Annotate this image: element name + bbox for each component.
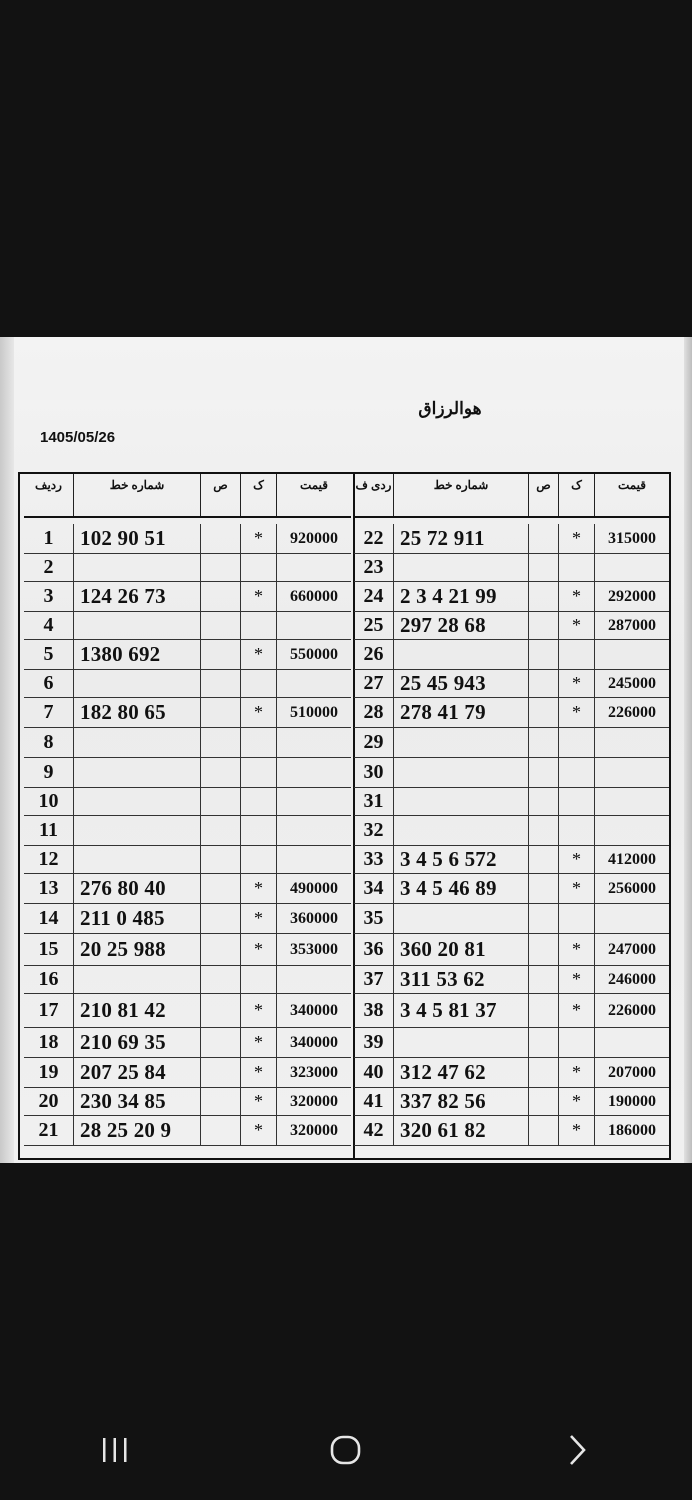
row-index: 39 — [354, 1028, 394, 1057]
table-row — [24, 874, 351, 904]
column-s-value — [529, 758, 559, 787]
column-s-value — [529, 728, 559, 757]
line-number — [74, 612, 201, 639]
line-number: 360 20 81 — [394, 934, 529, 965]
column-k-mark: * — [241, 1088, 277, 1115]
table-row — [24, 582, 351, 612]
price-value: 256000 — [608, 879, 656, 897]
row-index: 1 — [24, 524, 74, 553]
price-value: 186000 — [608, 1121, 656, 1139]
row-index: 35 — [354, 904, 394, 933]
table-row — [354, 1028, 669, 1058]
column-s-value — [201, 524, 241, 553]
price-value: 360000 — [290, 909, 338, 927]
column-s-value — [201, 788, 241, 815]
price-value: 412000 — [608, 850, 656, 868]
row-index: 17 — [24, 994, 74, 1027]
table-row — [354, 816, 669, 846]
system-navigation-bar — [0, 1400, 692, 1500]
row-index: 6 — [24, 670, 74, 697]
line-number: 1380 692 — [74, 640, 201, 669]
column-k-mark: * — [559, 874, 595, 903]
line-number — [394, 728, 529, 757]
line-number — [394, 758, 529, 787]
column-s-value — [529, 1088, 559, 1115]
line-number: 182 80 65 — [74, 698, 201, 727]
document-title: هوالرزاق — [418, 399, 482, 418]
line-number: 207 25 84 — [74, 1058, 201, 1087]
line-number — [74, 788, 201, 815]
table-row — [354, 698, 669, 728]
column-k-mark: * — [559, 670, 595, 697]
row-index: 14 — [24, 904, 74, 933]
header-number: شماره خط — [74, 474, 201, 516]
price-value — [595, 728, 669, 757]
price-value — [277, 816, 351, 845]
column-s-value — [529, 640, 559, 669]
line-number — [394, 788, 529, 815]
row-index: 30 — [354, 758, 394, 787]
column-s-value — [529, 1058, 559, 1087]
line-number: 276 80 40 — [74, 874, 201, 903]
column-s-value — [201, 1058, 241, 1087]
column-k-mark — [241, 846, 277, 873]
price-value — [595, 758, 669, 787]
line-number: 28 25 20 9 — [74, 1116, 201, 1145]
price-value: 226000 — [608, 703, 656, 721]
row-index: 28 — [354, 698, 394, 727]
price-value: 550000 — [290, 645, 338, 663]
column-s-value — [201, 640, 241, 669]
price-value — [277, 846, 351, 873]
table-row — [354, 554, 669, 582]
row-index: 41 — [354, 1088, 394, 1115]
line-number: 102 90 51 — [74, 524, 201, 553]
column-k-mark: * — [559, 966, 595, 993]
row-index: 25 — [354, 612, 394, 639]
line-number: 312 47 62 — [394, 1058, 529, 1087]
line-number: 25 45 943 — [394, 670, 529, 697]
header-k: ک — [241, 474, 277, 516]
row-index: 27 — [354, 670, 394, 697]
column-k-mark — [559, 728, 595, 757]
line-number: 20 25 988 — [74, 934, 201, 965]
column-s-value — [529, 874, 559, 903]
ledger-right-half — [354, 474, 669, 1158]
back-icon — [565, 1433, 589, 1467]
table-row — [24, 846, 351, 874]
table-row — [24, 728, 351, 758]
column-k-mark: * — [559, 994, 595, 1027]
document-date: 1405/05/26 — [40, 429, 116, 446]
line-number — [74, 846, 201, 873]
column-k-mark: * — [559, 1088, 595, 1115]
line-number: 3 4 5 6 572 — [394, 846, 529, 873]
table-row — [354, 758, 669, 788]
price-value: 207000 — [608, 1063, 656, 1081]
table-row — [24, 788, 351, 816]
column-s-value — [201, 994, 241, 1027]
header-number: شماره خط — [394, 474, 529, 516]
column-s-value — [529, 582, 559, 611]
line-number — [394, 640, 529, 669]
table-row — [24, 1028, 351, 1058]
column-s-value — [529, 524, 559, 553]
column-k-mark — [559, 554, 595, 581]
row-index: 7 — [24, 698, 74, 727]
row-index: 38 — [354, 994, 394, 1027]
row-index: 34 — [354, 874, 394, 903]
column-s-value — [529, 670, 559, 697]
column-k-mark: * — [241, 874, 277, 903]
column-s-value — [529, 904, 559, 933]
column-s-value — [201, 846, 241, 873]
column-k-mark: * — [559, 846, 595, 873]
column-s-value — [529, 554, 559, 581]
document-photo — [0, 337, 692, 1163]
row-index: 36 — [354, 934, 394, 965]
column-k-mark: * — [559, 612, 595, 639]
row-index: 16 — [24, 966, 74, 993]
line-number: 3 4 5 81 37 — [394, 994, 529, 1027]
price-value — [595, 554, 669, 581]
header-row — [24, 474, 351, 518]
table-row — [354, 640, 669, 670]
line-number — [74, 758, 201, 787]
row-index: 21 — [24, 1116, 74, 1145]
line-number: 124 26 73 — [74, 582, 201, 611]
price-value: 510000 — [290, 703, 338, 721]
row-index: 2 — [24, 554, 74, 581]
table-row — [24, 612, 351, 640]
table-row — [354, 1116, 669, 1146]
table-row — [354, 612, 669, 640]
column-k-mark: * — [241, 698, 277, 727]
table-row — [24, 1116, 351, 1146]
price-value — [595, 1028, 669, 1057]
column-s-value — [529, 788, 559, 815]
column-k-mark — [241, 816, 277, 845]
row-index: 37 — [354, 966, 394, 993]
price-value — [277, 966, 351, 993]
table-row — [24, 816, 351, 846]
table-row — [24, 698, 351, 728]
row-index: 20 — [24, 1088, 74, 1115]
table-row — [24, 934, 351, 966]
row-index: 8 — [24, 728, 74, 757]
table-row — [24, 904, 351, 934]
row-index: 42 — [354, 1116, 394, 1145]
row-index: 4 — [24, 612, 74, 639]
line-number — [74, 966, 201, 993]
table-row — [24, 994, 351, 1028]
line-number — [394, 816, 529, 845]
header-index: ردیف — [24, 474, 74, 516]
column-s-value — [529, 1116, 559, 1145]
column-k-mark — [559, 788, 595, 815]
table-row — [354, 788, 669, 816]
line-number: 337 82 56 — [394, 1088, 529, 1115]
row-index: 23 — [354, 554, 394, 581]
table-row — [354, 994, 669, 1028]
table-row — [24, 966, 351, 994]
line-number: 311 53 62 — [394, 966, 529, 993]
column-k-mark: * — [241, 904, 277, 933]
ledger-left-half — [24, 474, 351, 1158]
price-value: 920000 — [290, 529, 338, 547]
recent-apps-button[interactable] — [85, 1420, 145, 1480]
column-k-mark: * — [241, 934, 277, 965]
row-index: 10 — [24, 788, 74, 815]
row-index: 40 — [354, 1058, 394, 1087]
column-k-mark — [559, 816, 595, 845]
price-value: 226000 — [608, 1001, 656, 1019]
column-k-mark: * — [559, 1116, 595, 1145]
price-value — [595, 788, 669, 815]
column-s-value — [201, 816, 241, 845]
column-k-mark: * — [241, 1116, 277, 1145]
table-row — [354, 728, 669, 758]
table-row — [24, 758, 351, 788]
row-index: 22 — [354, 524, 394, 553]
column-k-mark — [241, 554, 277, 581]
line-number: 210 69 35 — [74, 1028, 201, 1057]
paper-edge-left — [0, 337, 14, 1163]
back-button[interactable] — [547, 1420, 607, 1480]
line-number — [394, 904, 529, 933]
table-row — [354, 904, 669, 934]
column-s-value — [201, 758, 241, 787]
header-price: قیمت — [299, 478, 329, 492]
column-s-value — [201, 904, 241, 933]
ledger-table — [18, 472, 671, 1160]
home-button[interactable] — [316, 1420, 376, 1480]
row-index: 11 — [24, 816, 74, 845]
column-s-value — [529, 612, 559, 639]
header-price: قیمت — [617, 478, 647, 492]
line-number — [394, 554, 529, 581]
line-number: 320 61 82 — [394, 1116, 529, 1145]
line-number — [74, 728, 201, 757]
line-number — [74, 670, 201, 697]
price-value — [595, 904, 669, 933]
column-k-mark: * — [241, 640, 277, 669]
column-s-value — [201, 934, 241, 965]
column-k-mark: * — [241, 1058, 277, 1087]
line-number: 2 3 4 21 99 — [394, 582, 529, 611]
price-value — [595, 816, 669, 845]
column-s-value — [201, 874, 241, 903]
price-value — [277, 758, 351, 787]
line-number — [74, 816, 201, 845]
price-value: 190000 — [608, 1092, 656, 1110]
column-s-value — [529, 994, 559, 1027]
header-s: ص — [201, 474, 241, 516]
column-k-mark — [241, 758, 277, 787]
price-value — [277, 670, 351, 697]
column-k-mark — [241, 728, 277, 757]
column-s-value — [529, 698, 559, 727]
column-k-mark: * — [241, 994, 277, 1027]
row-index: 18 — [24, 1028, 74, 1057]
table-row — [354, 1058, 669, 1088]
line-number — [74, 554, 201, 581]
table-row — [354, 582, 669, 612]
column-k-mark — [241, 670, 277, 697]
line-number: 297 28 68 — [394, 612, 529, 639]
row-index: 26 — [354, 640, 394, 669]
row-index: 9 — [24, 758, 74, 787]
price-value: 292000 — [608, 587, 656, 605]
price-value: 247000 — [608, 940, 656, 958]
price-value — [595, 640, 669, 669]
price-value: 340000 — [290, 1033, 338, 1051]
paper-edge-right — [684, 337, 692, 1163]
column-k-mark: * — [559, 524, 595, 553]
column-s-value — [201, 698, 241, 727]
column-k-mark: * — [241, 1028, 277, 1057]
price-value: 315000 — [608, 529, 656, 547]
column-k-mark: * — [559, 582, 595, 611]
price-value — [277, 728, 351, 757]
price-value: 340000 — [290, 1001, 338, 1019]
line-number: 25 72 911 — [394, 524, 529, 553]
table-row — [354, 934, 669, 966]
price-value: 320000 — [290, 1121, 338, 1139]
row-index: 12 — [24, 846, 74, 873]
column-s-value — [201, 728, 241, 757]
row-index: 15 — [24, 934, 74, 965]
line-number: 211 0 485 — [74, 904, 201, 933]
column-k-mark: * — [559, 698, 595, 727]
column-s-value — [201, 1116, 241, 1145]
column-s-value — [201, 1088, 241, 1115]
column-k-mark — [559, 1028, 595, 1057]
line-number: 210 81 42 — [74, 994, 201, 1027]
row-index: 3 — [24, 582, 74, 611]
price-value: 287000 — [608, 616, 656, 634]
row-index: 19 — [24, 1058, 74, 1087]
column-k-mark: * — [241, 524, 277, 553]
column-k-mark: * — [559, 934, 595, 965]
column-s-value — [529, 1028, 559, 1057]
table-row — [24, 640, 351, 670]
table-row — [24, 1058, 351, 1088]
line-number: 3 4 5 46 89 — [394, 874, 529, 903]
line-number: 278 41 79 — [394, 698, 529, 727]
row-index: 13 — [24, 874, 74, 903]
header-k: ک — [559, 474, 595, 516]
row-index: 24 — [354, 582, 394, 611]
row-index: 5 — [24, 640, 74, 669]
column-k-mark — [559, 904, 595, 933]
row-index: 31 — [354, 788, 394, 815]
column-s-value — [201, 582, 241, 611]
table-row — [354, 846, 669, 874]
column-s-value — [529, 934, 559, 965]
price-value: 245000 — [608, 674, 656, 692]
home-icon — [329, 1433, 363, 1467]
price-value: 246000 — [608, 970, 656, 988]
table-row — [354, 1088, 669, 1116]
column-s-value — [201, 1028, 241, 1057]
table-row — [24, 524, 351, 554]
column-k-mark — [241, 966, 277, 993]
column-k-mark — [559, 640, 595, 669]
line-number: 230 34 85 — [74, 1088, 201, 1115]
table-row — [24, 554, 351, 582]
header-index: ردی ف — [354, 474, 394, 516]
line-number — [394, 1028, 529, 1057]
table-row — [24, 1088, 351, 1116]
column-s-value — [529, 846, 559, 873]
table-row — [354, 966, 669, 994]
column-k-mark — [241, 788, 277, 815]
column-k-mark — [241, 612, 277, 639]
table-row — [354, 670, 669, 698]
row-index: 29 — [354, 728, 394, 757]
price-value: 353000 — [290, 940, 338, 958]
table-row — [354, 524, 669, 554]
price-value — [277, 554, 351, 581]
column-k-mark: * — [241, 582, 277, 611]
price-value: 660000 — [290, 587, 338, 605]
price-value — [277, 788, 351, 815]
column-s-value — [529, 966, 559, 993]
column-s-value — [201, 612, 241, 639]
header-s: ص — [529, 474, 559, 516]
column-s-value — [529, 816, 559, 845]
price-value: 490000 — [290, 879, 338, 897]
table-row — [24, 670, 351, 698]
column-k-mark: * — [559, 1058, 595, 1087]
table-row — [354, 874, 669, 904]
row-index: 32 — [354, 816, 394, 845]
row-index: 33 — [354, 846, 394, 873]
price-value: 323000 — [290, 1063, 338, 1081]
recent-apps-icon — [100, 1436, 130, 1464]
column-k-mark — [559, 758, 595, 787]
header-row — [354, 474, 669, 518]
column-s-value — [201, 554, 241, 581]
column-s-value — [201, 966, 241, 993]
column-s-value — [201, 670, 241, 697]
price-value — [277, 612, 351, 639]
price-value: 320000 — [290, 1092, 338, 1110]
